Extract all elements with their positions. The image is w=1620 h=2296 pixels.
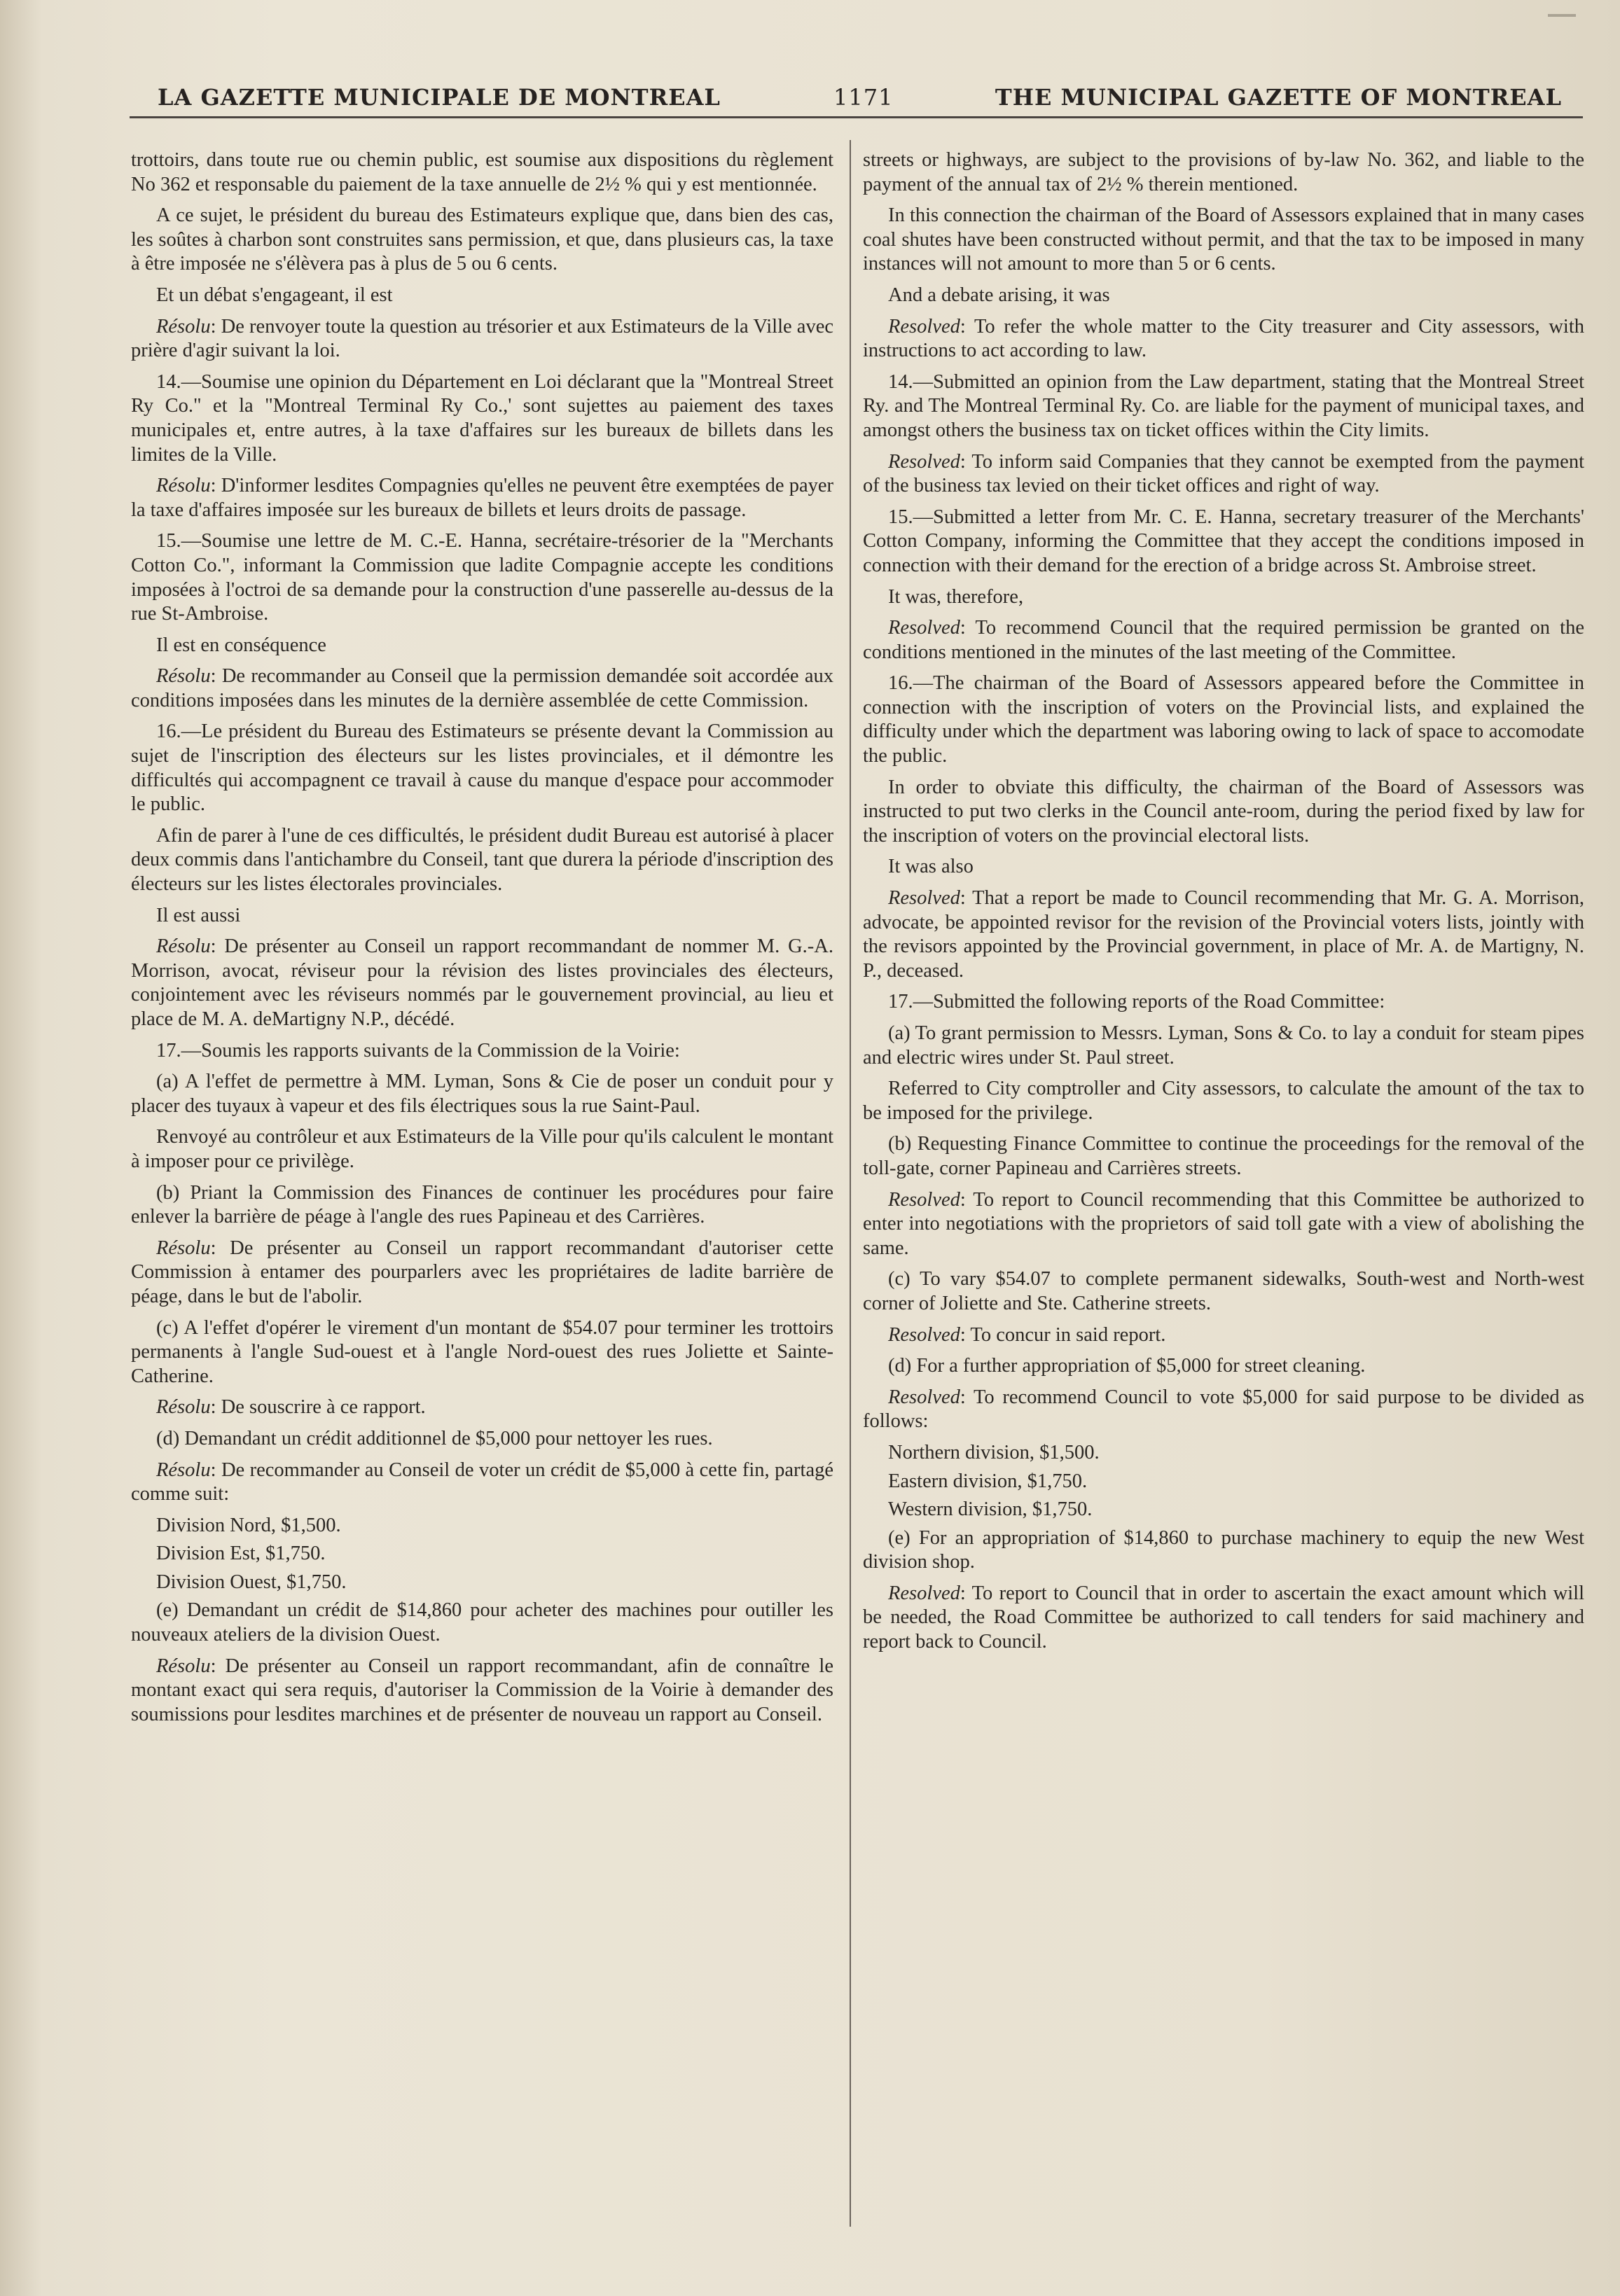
paragraph-text: Referred to City comptroller and City assessors, to calculate the amount of the tax to be imposed for the privilege.: [863, 1078, 1584, 1124]
paragraph: [863, 616, 1584, 665]
paragraph-text: Il est aussi: [156, 904, 241, 926]
paragraph-text: Division Ouest, $1,750.: [156, 1571, 347, 1593]
paragraph: [131, 148, 833, 197]
paragraph: [131, 1542, 833, 1566]
paragraph: [863, 1582, 1584, 1655]
paragraph-text: Et un débat s'engageant, il est: [156, 284, 393, 306]
resolution-label: Résolu: [156, 475, 211, 497]
paragraph: [863, 315, 1584, 363]
paragraph: [863, 585, 1584, 610]
paragraph-text: Western division, $1,750.: [888, 1498, 1093, 1521]
paragraph: [131, 1125, 833, 1174]
paragraph: [863, 672, 1584, 768]
paragraph: [863, 776, 1584, 849]
paragraph: [863, 506, 1584, 578]
resolution-label: Resolved: [888, 887, 960, 910]
paragraph: [131, 824, 833, 897]
paragraph-text: : That a report be made to Council recommending that Mr. G. A. Morrison, advocate, be appointed revisor for the revision of the Provincial voters lists, jointly with the revisors appointed by the Provincial government, in place of Mr. A. de Martigny, N. P., deceased.: [863, 887, 1584, 982]
column-divider: [850, 140, 851, 2227]
resolution-label: Resolved: [888, 617, 960, 639]
paragraph: [131, 1427, 833, 1452]
paragraph: [863, 1132, 1584, 1181]
resolution-label: Resolved: [888, 315, 960, 338]
paragraph-text: Division Est, $1,750.: [156, 1543, 326, 1565]
paragraph: [131, 1599, 833, 1647]
paragraph-text: (a) A l'effet de permettre à MM. Lyman, Sons & Cie de poser un conduit pour y placer des tuyaux à vapeur et des fils électriques sous la rue Saint-Paul.: [131, 1071, 833, 1117]
paragraph-text: (d) For a further appropriation of $5,000 for street cleaning.: [888, 1355, 1366, 1377]
paragraph-text: Division Nord, $1,500.: [156, 1514, 341, 1536]
paragraph-text: (c) A l'effet d'opérer le virement d'un montant de $54.07 pour terminer les trottoirs permanents à l'angle Sud-ouest et à l'angle Nord-ouest des rues Joliette et Sainte-Catherine.: [131, 1316, 833, 1387]
paragraph: [131, 1316, 833, 1389]
paragraph: [131, 1571, 833, 1595]
paragraph-text: trottoirs, dans toute rue ou chemin public, est soumise aux dispositions du règlement No 362 et responsable du paiement de la taxe annuelle de 2½ % qui y est mentionnée.: [131, 149, 833, 195]
paragraph-text: 17.—Soumis les rapports suivants de la Commission de la Voirie:: [156, 1039, 680, 1062]
paragraph-text: (a) To grant permission to Messrs. Lyman, Sons & Co. to lay a conduit for steam pipes and electric wires under St. Paul street.: [863, 1022, 1584, 1069]
paragraph: [863, 1188, 1584, 1261]
paragraph: [863, 1441, 1584, 1466]
paragraph: [863, 148, 1584, 197]
header-title-english: THE MUNICIPAL GAZETTE OF MONTREAL: [995, 84, 1562, 111]
running-header: [133, 78, 1576, 120]
paragraph-text: 14.—Submitted an opinion from the Law department, stating that the Montreal Street Ry. and The Montreal Terminal Ry. Co. are liable for the payment of municipal taxes, and amongst others the business tax on ticket offices within the City limits.: [863, 370, 1584, 441]
paragraph-text: : De souscrire à ce rapport.: [210, 1396, 426, 1419]
paragraph-text: : De recommander au Conseil que la permission demandée soit accordée aux conditions imposées dans les minutes de la dernière assemblée de cette Commission.: [131, 665, 833, 711]
paragraph: [863, 284, 1584, 308]
paragraph: [131, 1514, 833, 1538]
paragraph: [131, 634, 833, 658]
paragraph: [131, 904, 833, 928]
paragraph: [131, 1181, 833, 1230]
paragraph: [131, 529, 833, 626]
paragraph-text: In this connection the chairman of the Board of Assessors explained that in many cases coal shutes have been constructed without permit, and that the tax to be imposed in many instances will not amount to more than 5 or 6 cents.: [863, 204, 1584, 275]
paragraph-text: : De présenter au Conseil un rapport recommandant de nommer M. G.-A. Morrison, avocat, réviseur pour la révision des listes provinciales des électeurs, conjointement avec les réviseurs nommés par le gouvernement provincial, au lieu et place de M. A. deMartigny N.P., décédé.: [131, 935, 833, 1030]
paragraph-text: : De présenter au Conseil un rapport recommandant d'autoriser cette Commission à entamer des pourparlers avec les propriétaires de ladite barrière de péage, dans le but de l'abolir.: [131, 1237, 833, 1307]
paragraph-text: Eastern division, $1,750.: [888, 1470, 1088, 1492]
paragraph: [863, 855, 1584, 879]
page-number: 1171: [833, 84, 894, 111]
paragraph-text: 14.—Soumise une opinion du Département en Loi déclarant que la "Montreal Street Ry Co." et la "Montreal Terminal Ry Co.,' sont sujettes au paiement des taxes municipales et, entre autres, à la taxe d'affaires sur les bureaux de billets dans les limites de la Ville.: [131, 370, 833, 466]
paragraph: [131, 370, 833, 467]
paragraph: [863, 1323, 1584, 1348]
paragraph-text: Il est en conséquence: [156, 634, 326, 656]
paragraph-text: It was also: [888, 856, 974, 878]
paragraph-text: (d) Demandant un crédit additionnel de $5,000 pour nettoyer les rues.: [156, 1427, 713, 1449]
paragraph: [863, 886, 1584, 983]
resolution-label: Résolu: [156, 1237, 211, 1259]
resolution-label: Resolved: [888, 1582, 960, 1604]
paragraph: [131, 665, 833, 713]
paragraph-text: : To report to Council that in order to ascertain the exact amount which will be needed, the Road Committee be authorized to call tenders for said machinery and report back to Council.: [863, 1582, 1584, 1653]
paragraph-text: streets or highways, are subject to the provisions of by-law No. 362, and liable to the payment of the annual tax of 2½ % therein mentioned.: [863, 149, 1584, 195]
paragraph: [131, 204, 833, 277]
paragraph-text: : To concur in said report.: [960, 1323, 1166, 1346]
paragraph: [131, 1070, 833, 1118]
paragraph-text: Afin de parer à l'une de ces difficultés, le président dudit Bureau est autorisé à placer deux commis dans l'antichambre du Conseil, tant que durera la période d'inscription des électeurs sur les listes électorales provinciales.: [131, 824, 833, 896]
paragraph: [863, 204, 1584, 277]
paragraph: [863, 1386, 1584, 1434]
paragraph: [131, 284, 833, 308]
paragraph-text: 16.—Le président du Bureau des Estimateurs se présente devant la Commission au sujet de l'inscription des électeurs sur les listes provinciales, et il démontre les difficultés qui accompagnent ce travail à cause du manque d'espace pour accommoder le public.: [131, 721, 833, 816]
paragraph-text: (e) Demandant un crédit de $14,860 pour acheter des machines pour outiller les nouveaux ateliers de la division Ouest.: [131, 1599, 833, 1646]
paragraph-text: : To inform said Companies that they cannot be exempted from the payment of the business tax levied on their ticket offices and right of way.: [863, 450, 1584, 497]
paragraph: [863, 990, 1584, 1015]
paragraph-text: 15.—Soumise une lettre de M. C.-E. Hanna, secrétaire-trésorier de la "Merchants Cotton Co.", informant la Commission que ladite Compagnie accepte les conditions imposées à l'octroi de sa demande pour la construction d'une passerelle au-dessus de la rue St-Ambroise.: [131, 530, 833, 625]
paragraph: [131, 315, 833, 363]
paragraph: [131, 1396, 833, 1420]
paragraph: [863, 1526, 1584, 1575]
paragraph-text: : De recommander au Conseil de voter un crédit de $5,000 à cette fin, partagé comme suit:: [131, 1459, 833, 1505]
resolution-label: Résolu: [156, 1655, 211, 1677]
paragraph-text: Renvoyé au contrôleur et aux Estimateurs de la Ville pour qu'ils calculent le montant à imposer pour ce privilège.: [131, 1126, 833, 1172]
paragraph: [131, 1655, 833, 1727]
paragraph-text: (b) Requesting Finance Committee to continue the proceedings for the removal of the toll-gate, corner Papineau and Carrières streets.: [863, 1133, 1584, 1179]
paragraph-text: 16.—The chairman of the Board of Assessors appeared before the Committee in connection with the inscription of voters on the Provincial lists, and explained the difficulty under which the department was laboring owing to lack of space to accomodate the public.: [863, 672, 1584, 767]
paragraph-text: A ce sujet, le président du bureau des Estimateurs explique que, dans bien des cas, les soûtes à charbon sont construites sans permission, et que, dans plusieurs cas, la taxe à être imposée ne s'élèvera pas à plus de 5 ou 6 cents.: [131, 204, 833, 275]
french-column: [131, 148, 833, 1734]
resolution-label: Resolved: [888, 450, 960, 473]
paragraph: [131, 1039, 833, 1064]
paragraph: [131, 935, 833, 1031]
paragraph: [863, 370, 1584, 443]
resolution-label: Resolved: [888, 1386, 960, 1408]
paragraph-text: : De renvoyer toute la question au trésorier et aux Estimateurs de la Ville avec prière d'agir suivant la loi.: [131, 315, 833, 362]
paragraph-text: 17.—Submitted the following reports of the Road Committee:: [888, 991, 1385, 1013]
paragraph-text: And a debate arising, it was: [888, 284, 1110, 306]
paragraph-text: 15.—Submitted a letter from Mr. C. E. Hanna, secretary treasurer of the Merchants' Cotton Company, informing the Committee that they accept the conditions imposed in connection with their demand for the erection of a bridge across St. Ambroise street.: [863, 506, 1584, 576]
paragraph: [863, 1077, 1584, 1125]
paragraph-text: : To recommend Council that the required permission be granted on the conditions mentioned in the minutes of the last meeting of the Committee.: [863, 617, 1584, 663]
paragraph: [863, 1470, 1584, 1494]
paragraph: [131, 1237, 833, 1309]
resolution-label: Résolu: [156, 1396, 211, 1419]
resolution-label: Resolved: [888, 1323, 960, 1346]
resolution-label: Resolved: [888, 1188, 960, 1211]
paragraph-text: In order to obviate this difficulty, the chairman of the Board of Assessors was instructed to put two clerks in the Council ante-room, during the period fixed by law for the inscription of voters on the provincial electoral lists.: [863, 776, 1584, 847]
paragraph: [863, 1267, 1584, 1316]
resolution-label: Résolu: [156, 1459, 211, 1481]
resolution-label: Résolu: [156, 315, 211, 338]
english-column: [863, 148, 1584, 1662]
paragraph-text: : De présenter au Conseil un rapport recommandant, afin de connaître le montant exact qui sera requis, d'autoriser la Commission de la Voirie à demander des soumissions pour lesdites marchines et de présenter de nouveau un rapport au Conseil.: [131, 1655, 833, 1725]
paragraph: [863, 1498, 1584, 1522]
resolution-label: Résolu: [156, 935, 211, 958]
paragraph-text: Northern division, $1,500.: [888, 1441, 1100, 1463]
paragraph: [863, 1354, 1584, 1379]
paragraph: [131, 474, 833, 522]
scan-mark: [1548, 14, 1576, 17]
paragraph-text: (b) Priant la Commission des Finances de continuer les procédures pour faire enlever la barrière de péage à l'angle des rues Papineau et des Carrières.: [131, 1181, 833, 1228]
paragraph-text: (e) For an appropriation of $14,860 to purchase machinery to equip the new West division shop.: [863, 1526, 1584, 1573]
resolution-label: Résolu: [156, 665, 211, 688]
paragraph: [863, 450, 1584, 499]
paragraph: [131, 720, 833, 816]
header-title-french: LA GAZETTE MUNICIPALE DE MONTREAL: [158, 84, 721, 111]
header-rule: [130, 116, 1583, 118]
paragraph: [131, 1459, 833, 1507]
paragraph-text: : D'informer lesdites Compagnies qu'elles ne peuvent être exemptées de payer la taxe d'affaires imposée sur les bureaux de billets et leurs droits de passage.: [131, 475, 833, 521]
paragraph-text: : To refer the whole matter to the City treasurer and City assessors, with instructions to act according to law.: [863, 315, 1584, 362]
paragraph-text: : To report to Council recommending that this Committee be authorized to enter into negotiations with the proprietors of said toll gate with a view of abolishing the same.: [863, 1188, 1584, 1259]
paragraph-text: It was, therefore,: [888, 585, 1024, 608]
paragraph: [863, 1022, 1584, 1070]
paragraph-text: : To recommend Council to vote $5,000 for said purpose to be divided as follows:: [863, 1386, 1584, 1433]
paragraph-text: (c) To vary $54.07 to complete permanent sidewalks, South-west and North-west corner of Joliette and Ste. Catherine streets.: [863, 1268, 1584, 1314]
